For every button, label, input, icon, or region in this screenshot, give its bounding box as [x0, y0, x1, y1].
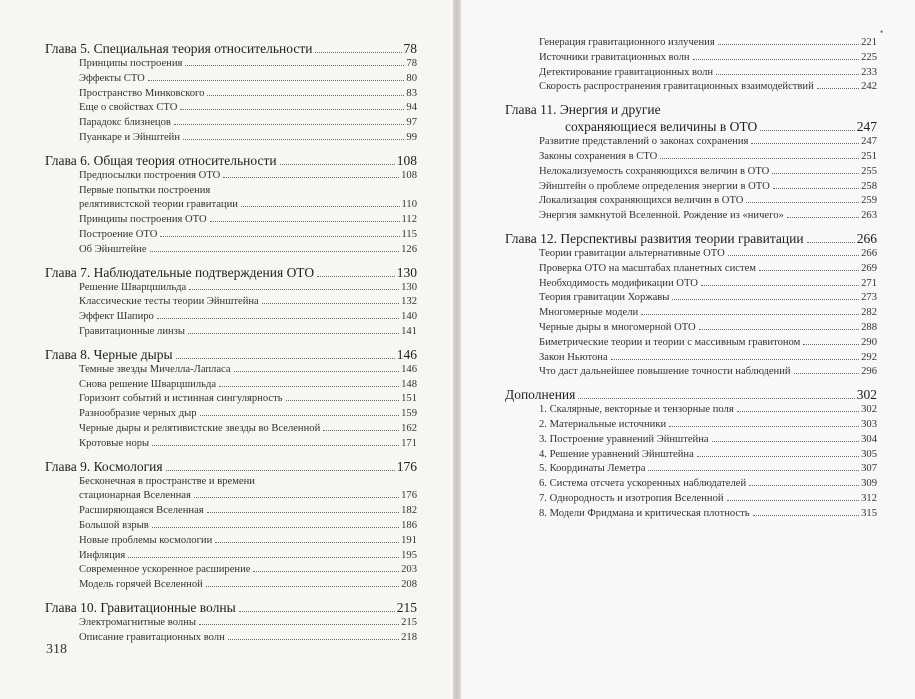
dot-leader — [323, 430, 399, 431]
toc-chapter — [505, 230, 877, 380]
toc-entry-page: 80 — [406, 72, 417, 84]
toc-right — [505, 36, 877, 522]
toc-entry-page: 273 — [861, 292, 877, 304]
dot-leader — [760, 130, 855, 131]
toc-entry-page: 269 — [861, 262, 877, 274]
chapter-title-page: 176 — [396, 458, 417, 474]
dot-leader — [660, 158, 859, 159]
toc-entry-page: 108 — [401, 169, 417, 181]
dot-leader — [234, 371, 400, 372]
chapter-title-page: 247 — [856, 119, 877, 135]
chapter-title — [505, 101, 877, 118]
toc-entry-page: 148 — [401, 378, 417, 390]
toc-entry-text: Решение Шварцшильда — [79, 281, 187, 293]
dot-leader — [751, 143, 859, 144]
toc-entry — [505, 51, 877, 66]
toc-entry — [45, 549, 417, 564]
toc-continuation — [505, 36, 877, 95]
dot-leader — [712, 441, 860, 442]
toc-entry-page: 221 — [861, 37, 877, 48]
toc-entry — [45, 407, 417, 422]
toc-entry-text: Пуанкаре и Эйнштейн — [79, 131, 180, 143]
toc-entry-page: 141 — [401, 325, 417, 337]
toc-entry — [505, 403, 877, 418]
toc-entry-text: Большой взрыв — [79, 519, 149, 531]
chapter-title — [505, 118, 877, 135]
toc-entry-page: 315 — [861, 507, 877, 519]
toc-entry-page: 307 — [861, 463, 877, 475]
toc-entry-page: 115 — [401, 228, 417, 240]
chapter-title-text: Глава 11. Энергия и другие — [505, 102, 661, 118]
toc-entry-text: Нелокализуемость сохраняющихся величин в ОТО — [539, 165, 770, 177]
dot-leader — [787, 217, 859, 218]
toc-entry-page: 132 — [401, 296, 417, 308]
toc-entry — [505, 194, 877, 209]
chapter-title — [45, 599, 417, 616]
toc-entry-text: Пространство Минковского — [79, 87, 205, 99]
dot-leader — [262, 303, 399, 304]
dot-leader — [773, 188, 859, 189]
toc-entry-page: 263 — [861, 210, 877, 222]
chapter-title-text: Глава 10. Гравитационные волны — [45, 599, 236, 615]
dot-leader — [648, 470, 859, 471]
toc-entry-page: 304 — [861, 433, 877, 445]
toc-entry-text: Необходимость модификации ОТО — [539, 277, 698, 289]
dot-leader — [152, 527, 399, 528]
toc-entry-text: Что даст дальнейшее повышение точности наблюдений — [539, 366, 791, 378]
toc-entry-page: 112 — [401, 214, 417, 226]
toc-chapter — [505, 386, 877, 521]
toc-entry-page: 305 — [861, 448, 877, 460]
dot-leader — [176, 358, 395, 359]
toc-entry-text: Первые попытки построения — [79, 184, 211, 196]
dot-leader — [749, 485, 859, 486]
dot-leader — [239, 611, 395, 612]
toc-entry-page: 146 — [401, 363, 417, 375]
toc-entry — [505, 150, 877, 165]
toc-entry — [505, 433, 877, 448]
toc-entry — [505, 336, 877, 351]
toc-entry-page: 78 — [406, 58, 417, 69]
toc-entry-text: Теории гравитации альтернативные ОТО — [539, 247, 725, 259]
dot-leader — [737, 411, 859, 412]
toc-chapter — [45, 599, 417, 646]
toc-entry-text: релятивистской теории гравитации — [79, 199, 238, 211]
toc-entry-page: 186 — [401, 519, 417, 531]
toc-entry-page: 195 — [401, 549, 417, 561]
toc-entry-page: 130 — [401, 281, 417, 293]
toc-entry — [45, 198, 417, 213]
dot-leader — [206, 586, 399, 587]
toc-chapter — [45, 264, 417, 340]
toc-entry-text: Построение ОТО — [79, 228, 158, 240]
toc-entry — [505, 507, 877, 522]
dot-leader — [223, 177, 399, 178]
toc-entry — [505, 418, 877, 433]
dot-leader — [728, 255, 859, 256]
toc-entry-text: 2. Материальные источники — [539, 418, 667, 430]
chapter-title-page: 266 — [856, 230, 877, 246]
chapter-title-page: 146 — [396, 346, 417, 362]
toc-chapter — [45, 346, 417, 452]
chapter-title-text: Глава 8. Черные дыры — [45, 346, 173, 362]
toc-entry-page: 288 — [861, 321, 877, 333]
toc-entry-text: Разнообразие черных дыр — [79, 408, 197, 420]
toc-entry-text: Источники гравитационных волн — [539, 51, 690, 63]
toc-entry — [45, 169, 417, 184]
toc-entry-page: 159 — [401, 408, 417, 420]
toc-entry-text: Проверка ОТО на масштабах планетных систем — [539, 262, 757, 274]
chapter-title — [45, 264, 417, 281]
dot-leader — [174, 124, 405, 125]
toc-chapter — [505, 101, 877, 224]
toc-entry-text: Принципы построения — [79, 58, 183, 69]
toc-entry — [45, 116, 417, 131]
toc-entry-page: 303 — [861, 418, 877, 430]
dot-leader — [166, 470, 395, 471]
dot-leader — [718, 44, 859, 45]
toc-entry-page: 99 — [406, 131, 417, 143]
toc-entry-text: Описание гравитационных волн — [79, 631, 225, 643]
dot-leader — [669, 426, 859, 427]
chapter-title — [45, 458, 417, 475]
toc-entry — [505, 247, 877, 262]
toc-entry — [505, 291, 877, 306]
toc-entry — [505, 462, 877, 477]
toc-entry-text: Эффекты СТО — [79, 72, 145, 84]
toc-entry-page: 140 — [401, 311, 417, 323]
toc-entry — [45, 243, 417, 258]
dot-leader — [253, 571, 399, 572]
toc-entry — [505, 492, 877, 507]
toc-entry — [45, 310, 417, 325]
toc-entry — [45, 131, 417, 146]
toc-entry-text: Предпосылки построения ОТО — [79, 169, 221, 181]
toc-entry-text: 4. Решение уравнений Эйнштейна — [539, 448, 694, 460]
toc-entry-page: 247 — [861, 136, 877, 148]
toc-entry-page: 290 — [861, 336, 877, 348]
toc-entry-text: 3. Построение уравнений Эйнштейна — [539, 433, 709, 445]
book-gutter — [453, 0, 461, 699]
toc-entry-text: Еще о свойствах СТО — [79, 102, 178, 114]
toc-entry-text: Детектирование гравитационных волн — [539, 66, 714, 78]
dot-leader — [188, 333, 399, 334]
dot-leader — [672, 299, 859, 300]
chapter-title-text: Дополнения — [505, 387, 576, 403]
chapter-title — [45, 40, 417, 57]
dot-leader — [180, 109, 404, 110]
toc-entry — [505, 351, 877, 366]
toc-chapter — [45, 458, 417, 593]
toc-entry — [505, 165, 877, 180]
toc-entry-page: 203 — [401, 564, 417, 576]
toc-entry-page: 162 — [401, 422, 417, 434]
dot-leader — [641, 314, 859, 315]
toc-entry — [45, 616, 417, 631]
chapter-title-page: 130 — [396, 264, 417, 280]
toc-entry — [45, 422, 417, 437]
toc-entry-page: 176 — [401, 490, 417, 502]
toc-entry — [505, 36, 877, 51]
toc-entry-text: Инфляция — [79, 549, 126, 561]
toc-entry-text: Новые проблемы космологии — [79, 534, 213, 546]
toc-entry — [45, 475, 417, 490]
toc-entry-text: Эффект Шапиро — [79, 311, 154, 323]
toc-entry-text: 8. Модели Фридмана и критическая плотность — [539, 507, 750, 519]
toc-entry-text: Черные дыры и релятивистские звезды во Вселенной — [79, 422, 321, 434]
dot-leader — [280, 164, 395, 165]
dot-leader — [160, 236, 399, 237]
toc-entry-text: Теория гравитации Хоржавы — [539, 292, 670, 304]
toc-entry-text: Электромагнитные волны — [79, 616, 196, 628]
dot-leader — [183, 139, 404, 140]
toc-entry-page: 258 — [861, 180, 877, 192]
toc-entry-page: 225 — [861, 51, 877, 63]
toc-entry-text: Локализация сохраняющихся величин в ОТО — [539, 195, 744, 207]
toc-entry — [45, 504, 417, 519]
dot-leader — [697, 456, 859, 457]
dot-leader — [128, 557, 399, 558]
toc-entry-page: 266 — [861, 247, 877, 259]
chapter-title — [505, 230, 877, 247]
chapter-title-page: 78 — [403, 41, 417, 56]
dot-leader — [578, 398, 854, 399]
toc-entry-page: 171 — [401, 437, 417, 449]
toc-entry — [505, 321, 877, 336]
chapter-title-text: Глава 7. Наблюдательные подтверждения ОТО — [45, 264, 315, 280]
toc-entry-page: 255 — [861, 165, 877, 177]
toc-entry-page: 215 — [401, 616, 417, 628]
chapter-title-text: Глава 12. Перспективы развития теории гравитации — [505, 230, 804, 246]
dot-leader — [286, 400, 400, 401]
dot-leader — [200, 415, 400, 416]
dot-leader — [157, 318, 399, 319]
toc-entry — [45, 563, 417, 578]
toc-entry — [45, 228, 417, 243]
dot-leader — [817, 88, 859, 89]
dot-leader — [207, 512, 399, 513]
dot-leader — [759, 270, 859, 271]
dot-leader — [753, 515, 860, 516]
toc-entry-page: 110 — [401, 199, 417, 211]
toc-entry — [45, 489, 417, 504]
toc-entry — [45, 281, 417, 296]
toc-entry-text: Законы сохранения в СТО — [539, 150, 658, 162]
toc-entry — [45, 325, 417, 340]
toc-entry — [45, 101, 417, 116]
toc-entry — [45, 72, 417, 87]
toc-entry-text: Об Эйнштейне — [79, 243, 147, 255]
toc-entry-text: Современное ускоренное расширение — [79, 564, 251, 576]
toc-entry — [505, 80, 877, 95]
toc-entry — [45, 519, 417, 534]
toc-entry-page: 191 — [401, 534, 417, 546]
toc-entry — [505, 209, 877, 224]
toc-entry-text: Кротовые норы — [79, 437, 150, 449]
toc-left — [45, 40, 417, 646]
toc-entry-text: Многомерные модели — [539, 307, 639, 319]
chapter-title-text: Глава 9. Космология — [45, 458, 163, 474]
dot-leader — [772, 173, 859, 174]
dot-leader — [199, 624, 399, 625]
toc-entry — [505, 306, 877, 321]
toc-entry — [505, 365, 877, 380]
dot-leader — [215, 542, 399, 543]
toc-entry-page: 251 — [861, 150, 877, 162]
toc-entry-text: Расширяющаяся Вселенная — [79, 505, 204, 517]
toc-entry-text: 6. Система отсчета ускоренных наблюдателей — [539, 478, 747, 490]
toc-entry-page: 233 — [861, 66, 877, 78]
toc-entry — [45, 378, 417, 393]
toc-entry — [45, 213, 417, 228]
toc-entry-page: 282 — [861, 307, 877, 319]
toc-chapter — [45, 152, 417, 258]
toc-entry-text: Генерация гравитационного излучения — [539, 37, 715, 48]
toc-entry — [45, 437, 417, 452]
toc-entry-text: Принципы построения ОТО — [79, 214, 207, 226]
dot-leader — [219, 386, 399, 387]
toc-entry-page: 242 — [861, 81, 877, 93]
toc-entry-text: Закон Ньютона — [539, 351, 608, 363]
toc-entry — [505, 277, 877, 292]
dot-leader — [693, 59, 860, 60]
toc-entry-page: 302 — [861, 404, 877, 416]
toc-entry — [45, 57, 417, 72]
dot-leader — [210, 221, 400, 222]
chapter-title-page: 108 — [396, 152, 417, 168]
toc-entry-text: Снова решение Шварцшильда — [79, 378, 217, 390]
chapter-title-text: сохраняющиеся величины в ОТО — [565, 119, 758, 135]
toc-entry-text: 7. Однородность и изотропия Вселенной — [539, 492, 724, 504]
chapter-title — [45, 152, 417, 169]
toc-entry-page: 83 — [406, 87, 417, 99]
toc-entry — [505, 180, 877, 195]
toc-entry-text: Парадокс близнецов — [79, 117, 171, 129]
toc-entry-text: стационарная Вселенная — [79, 490, 191, 502]
chapter-title-text: Глава 5. Специальная теория относительности — [45, 41, 313, 56]
toc-entry-page: 312 — [861, 492, 877, 504]
toc-entry-page: 218 — [401, 631, 417, 643]
dot-leader — [701, 285, 859, 286]
toc-entry — [45, 534, 417, 549]
dot-leader — [241, 206, 400, 207]
toc-entry-text: 5. Координаты Леметра — [539, 463, 646, 475]
page-number: 318 — [46, 642, 67, 657]
toc-entry-text: Бесконечная в пространстве и времени — [79, 475, 255, 487]
dot-leader — [150, 251, 400, 252]
toc-entry — [45, 631, 417, 646]
chapter-title-page: 215 — [396, 599, 417, 615]
dot-leader — [807, 242, 855, 243]
toc-entry — [505, 135, 877, 150]
toc-entry-text: Гравитационные линзы — [79, 325, 185, 337]
toc-entry-text: Модель горячей Вселенной — [79, 579, 203, 591]
toc-entry — [45, 578, 417, 593]
dot-leader — [315, 52, 401, 53]
dot-leader — [794, 373, 860, 374]
dot-leader — [699, 329, 859, 330]
toc-entry-page: 94 — [406, 102, 417, 114]
toc-entry — [45, 87, 417, 102]
toc-entry-text: 1. Скалярные, векторные и тензорные поля — [539, 404, 734, 416]
dot-leader — [317, 276, 395, 277]
dot-leader — [611, 359, 859, 360]
toc-entry — [45, 184, 417, 199]
toc-entry-text: Энергия замкнутой Вселенной. Рождение из «ничего» — [539, 210, 784, 222]
chapter-title — [45, 346, 417, 363]
toc-entry-text: Эйнштейн о проблеме определения энергии в ОТО — [539, 180, 770, 192]
toc-entry-page: 126 — [401, 243, 417, 255]
toc-entry-page: 296 — [861, 366, 877, 378]
dot-leader — [207, 95, 404, 96]
toc-entry — [505, 66, 877, 81]
toc-entry — [505, 262, 877, 277]
toc-entry — [505, 477, 877, 492]
toc-entry-page: 97 — [406, 117, 417, 129]
dot-leader — [189, 289, 399, 290]
dot-leader — [803, 344, 859, 345]
toc-entry-page: 259 — [861, 195, 877, 207]
toc-entry — [505, 448, 877, 463]
toc-entry-text: Развитие представлений о законах сохранения — [539, 136, 749, 148]
toc-entry-page: 271 — [861, 277, 877, 289]
dot-leader — [185, 65, 404, 66]
toc-entry-text: Классические тесты теории Эйнштейна — [79, 296, 259, 308]
corner-mark: • — [880, 27, 884, 37]
chapter-title-text: Глава 6. Общая теория относительности — [45, 152, 277, 168]
dot-leader — [228, 639, 399, 640]
toc-entry-text: Биметрические теории и теории с массивным гравитоном — [539, 336, 801, 348]
toc-entry-page: 182 — [401, 505, 417, 517]
dot-leader — [716, 74, 859, 75]
toc-entry — [45, 363, 417, 378]
dot-leader — [746, 202, 859, 203]
chapter-title — [505, 386, 877, 403]
toc-entry-text: Темные звезды Мичелла-Лапласа — [79, 363, 231, 375]
toc-entry-page: 151 — [401, 393, 417, 405]
toc-entry-page: 208 — [401, 579, 417, 591]
toc-entry-page: 292 — [861, 351, 877, 363]
toc-entry — [45, 295, 417, 310]
chapter-title-page: 302 — [856, 387, 877, 403]
dot-leader — [148, 80, 405, 81]
dot-leader — [727, 500, 860, 501]
dot-leader — [152, 445, 399, 446]
toc-entry — [45, 392, 417, 407]
toc-entry-text: Черные дыры в многомерной ОТО — [539, 321, 696, 333]
dot-leader — [194, 497, 399, 498]
toc-chapter — [45, 40, 417, 146]
toc-entry-text: Скорость распространения гравитационных взаимодействий — [539, 81, 814, 93]
toc-entry-page: 309 — [861, 478, 877, 490]
toc-entry-text: Горизонт событий и истинная сингулярность — [79, 393, 283, 405]
